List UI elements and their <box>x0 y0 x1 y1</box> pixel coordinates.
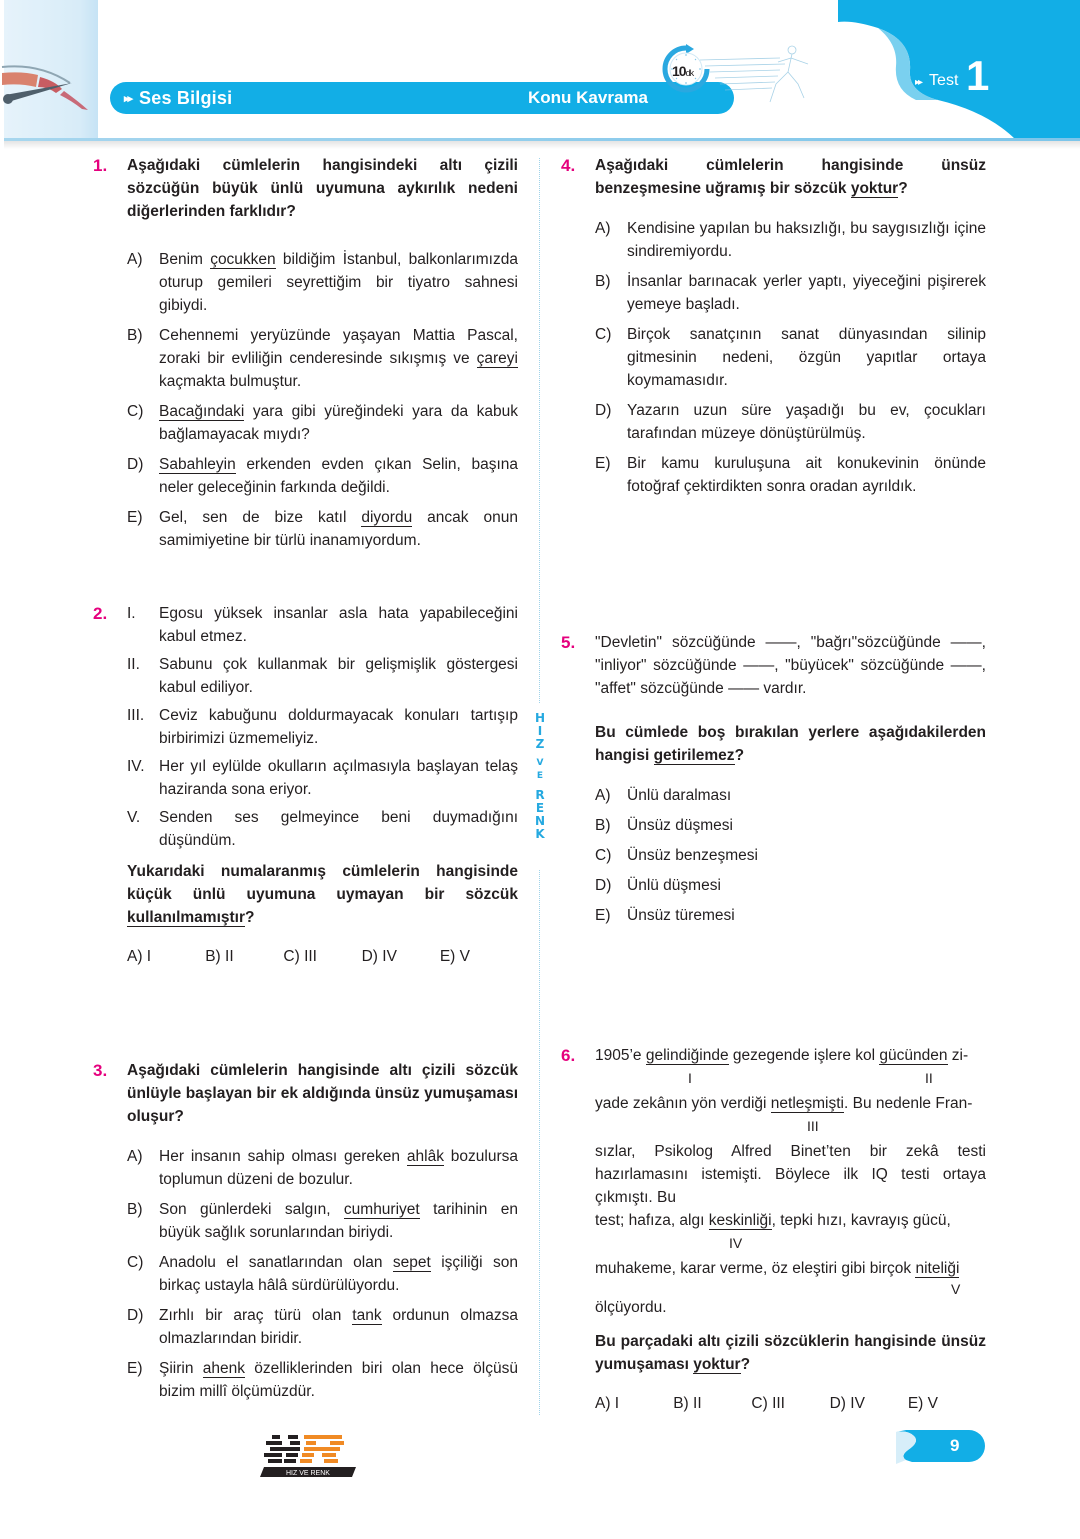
double-chevron-right-icon: ▸▸ <box>915 77 922 88</box>
timer-label: 10dk <box>672 63 694 79</box>
option-d[interactable]: D) Sabahleyin erkenden evden çıkan Selin, başına neler geleceğinin farkında değildi. <box>127 456 518 496</box>
underlined-word: çareyi <box>476 350 518 367</box>
question-stem: Aşağıdaki cümlelerin hangisinde ünsüz benzeşmesine uğramış bir sözcük yoktur? <box>595 157 986 197</box>
marker-iii: III <box>807 1118 819 1134</box>
underlined-word: keskinliği <box>708 1212 772 1229</box>
option-c[interactable]: C) Anadolu el sanatlarından olan sepet işçiliği son birkaç ustayla hâlâ sürdürülüyordu. <box>127 1254 518 1294</box>
option-d[interactable]: D) Zırhlı bir araç türü olan tank ordunun olmazsa olmazlarından biridir. <box>127 1307 519 1347</box>
option-e[interactable]: E) Gel, sen de bize katıl diyordu ancak onun samimiyetine bir türlü inanamıyordum. <box>127 509 518 549</box>
option-c[interactable]: C) Bacağındaki yara gibi yüreğindeki yara da kabuk bağlamayacak mıydı? <box>127 403 518 443</box>
option-a[interactable]: A) Kendisine yapılan bu haksızlığı, bu saygısızlığı içine sindiremiyordu. <box>595 220 986 260</box>
question-stem: Aşağıdaki cümlelerin hangisindeki altı çizili sözcüğün büyük ünlü uyumuna aykırılık nedeni diğerlerinden farklıdır? <box>127 157 518 220</box>
option-b[interactable]: B) Ünsüz düşmesi <box>595 817 733 834</box>
question-body: "Devletin" sözcüğünde ——, "bağrı"sözcüğünde ——, "inliyor" sözcüğünde ——, "büyücek" sözcüğünde ——, "affet" sözcüğünde —— vardır. <box>595 634 986 697</box>
underlined-word: cumhuriyet <box>343 1201 420 1218</box>
option-d[interactable]: D) Yazarın uzun süre yaşadığı bu ev, çocukları tarafından müzeye dönüştürülmüş. <box>595 402 986 442</box>
option-d[interactable]: D) IV <box>361 948 397 965</box>
underlined-word: diyordu <box>361 509 413 526</box>
option-a[interactable]: A) Benim çocukken bildiğim İstanbul, balkonlarımızda oturup gemileri seyrettiğim bir tiyatro sahnesi gibiydi. <box>127 251 518 314</box>
underlined-word: tank <box>352 1307 382 1324</box>
test-badge-background <box>838 0 1080 140</box>
option-a[interactable]: A) I <box>595 1395 620 1412</box>
option-a[interactable]: A) Ünlü daralması <box>595 787 732 804</box>
option-e[interactable]: E) Şiirin ahenk özelliklerinden biri olan hece ölçüsü bizim millî ölçümüzdür. <box>127 1360 518 1400</box>
underlined-word: ahenk <box>202 1360 245 1377</box>
answer-options <box>127 945 518 968</box>
statement-iii: III. Ceviz kabuğunu doldurmayacak konuları tartışıp birbirimizi üzmemeliyiz. <box>127 707 518 747</box>
vertical-brand-text: H I Z V E R E N K <box>534 711 546 841</box>
option-b[interactable]: B) Son günlerdeki salgın, cumhuriyet tarihinin en büyük sağlık sorunlarından biriydi. <box>127 1201 518 1241</box>
underlined-word: niteliği <box>915 1260 960 1277</box>
marker-i: I <box>688 1070 692 1086</box>
topic-title <box>124 86 232 110</box>
question-3 <box>93 1059 518 1403</box>
underlined-word: sepet <box>392 1254 431 1271</box>
statement-v: V. Senden ses gelmeyince beni duymadığını düşündüm. <box>127 809 518 849</box>
option-b[interactable]: B) Cehennemi yeryüzünde yaşayan Mattia Pascal, zoraki bir evliliğin cenderesinde sıkışmış ve çareyi kaçmakta bulmuştur. <box>127 327 518 390</box>
question-number: 2. <box>93 604 108 623</box>
option-e[interactable]: E) V <box>907 1395 938 1412</box>
option-b[interactable]: B) İnsanlar barınacak yerler yaptı, yiyeceğini pişirerek yemeye başladı. <box>595 273 986 313</box>
underlined-word: netleşmişti <box>770 1095 844 1112</box>
option-c[interactable]: C) Ünsüz benzeşmesi <box>595 847 758 864</box>
option-c[interactable]: C) III <box>751 1395 785 1412</box>
option-b[interactable]: B) II <box>205 948 234 965</box>
question-4 <box>561 154 986 498</box>
page-number: 9 <box>950 1436 960 1455</box>
marker-v: V <box>951 1281 961 1297</box>
question-2 <box>93 602 518 968</box>
question-5 <box>561 631 986 927</box>
svg-text:HIZ VE RENK: HIZ VE RENK <box>286 1470 330 1477</box>
underlined-word: Sabahleyin <box>159 456 236 473</box>
answer-options <box>595 1392 986 1415</box>
marker-ii: II <box>925 1070 933 1086</box>
column-divider <box>539 158 540 703</box>
column-divider <box>539 870 540 1415</box>
underlined-word: gücünden <box>879 1047 948 1064</box>
question-number: 5. <box>561 633 576 652</box>
marker-iv: IV <box>729 1235 743 1251</box>
statement-i: I. Egosu yüksek insanlar asla hata yapabileceğini kabul etmez. <box>127 605 518 645</box>
option-b[interactable]: B) II <box>673 1395 702 1412</box>
underlined-word: çocukken <box>210 251 276 268</box>
header-shadow <box>4 141 1080 149</box>
question-stem: Bu parçadaki altı çizili sözcüklerin hangisinde ünsüz yumuşaması yoktur? <box>595 1333 986 1373</box>
option-c[interactable]: C) III <box>283 948 317 965</box>
speedometer-icon <box>0 55 100 115</box>
test-number: 1 <box>966 52 990 99</box>
option-a[interactable]: A) I <box>127 948 152 965</box>
question-number: 6. <box>561 1046 576 1065</box>
underlined-word: ahlâk <box>406 1148 444 1165</box>
test-text: Test <box>929 72 959 89</box>
option-c[interactable]: C) Birçok sanatçının sanat dünyasından silinip gitmesinin nedeni, özgün yapıtlar ortaya koymamasıdır. <box>595 326 986 389</box>
running-man-sketch-icon <box>700 40 820 115</box>
option-d[interactable]: D) Ünlü düşmesi <box>595 877 721 894</box>
topic-label: Ses Bilgisi <box>139 87 233 108</box>
question-number: 4. <box>561 156 576 175</box>
underlined-word: Bacağındaki <box>159 403 245 420</box>
publisher-logo <box>260 1432 360 1478</box>
question-6 <box>561 1044 986 1412</box>
test-label <box>915 72 958 90</box>
option-e[interactable]: E) Bir kamu kuruluşuna ait konukevinin önünde fotoğraf çektirdikten sonra oradan ayrıldık. <box>595 455 986 495</box>
option-d[interactable]: D) IV <box>829 1395 865 1412</box>
question-stem: Yukarıdaki numalaranmış cümlelerin hangisinde küçük ünlü uyumuna uymayan bir sözcük kullanılmamıştır? <box>127 863 518 926</box>
double-chevron-right-icon: ▸▸ <box>124 92 132 105</box>
option-a[interactable]: A) Her insanın sahip olması gereken ahlâk bozulursa toplumun düzeni de bozulur. <box>127 1148 519 1188</box>
statement-iv: IV. Her yıl eylülde okulların açılmasıyla başlayan telaş haziranda sona eriyor. <box>127 758 518 798</box>
question-passage: 1905’e gelindiğinde gezegende işlere kol gücünden zi- I II yade zekânın yön verdiği netleşmişti. Bu nedenle Fran- III sızlar, Psikolog Alfred Binet’ten bir zekâ testi hazırlamasını istemişti. Böylece ilk IQ testi ortaya çıkmıştı. Bu test; hafıza, algı keskinliği, tepki hızı, kavrayış gücü, IV muhakeme, karar verme, öz eleştiri gibi birçok niteliği V ölçüyordu. <box>595 1047 986 1316</box>
underlined-word: gelindiğinde <box>645 1047 729 1064</box>
section-title: Konu Kavrama <box>528 88 648 107</box>
question-stem: Bu cümlede boş bırakılan yerlere aşağıdakilerden hangisi getirilemez? <box>595 724 986 764</box>
question-number: 1. <box>93 156 108 175</box>
option-e[interactable]: E) Ünsüz türemesi <box>595 907 735 924</box>
statement-ii: II. Sabunu çok kullanmak bir gelişmişlik göstergesi kabul ediliyor. <box>127 656 518 696</box>
option-e[interactable]: E) V <box>439 948 470 965</box>
page-number-badge <box>896 1430 986 1464</box>
question-1 <box>93 154 518 552</box>
question-number: 3. <box>93 1061 108 1080</box>
question-stem: Aşağıdaki cümlelerin hangisinde altı çizili sözcük ünlüyle başlayan bir ek aldığında ünsüz yumuşaması oluşur? <box>127 1062 518 1125</box>
